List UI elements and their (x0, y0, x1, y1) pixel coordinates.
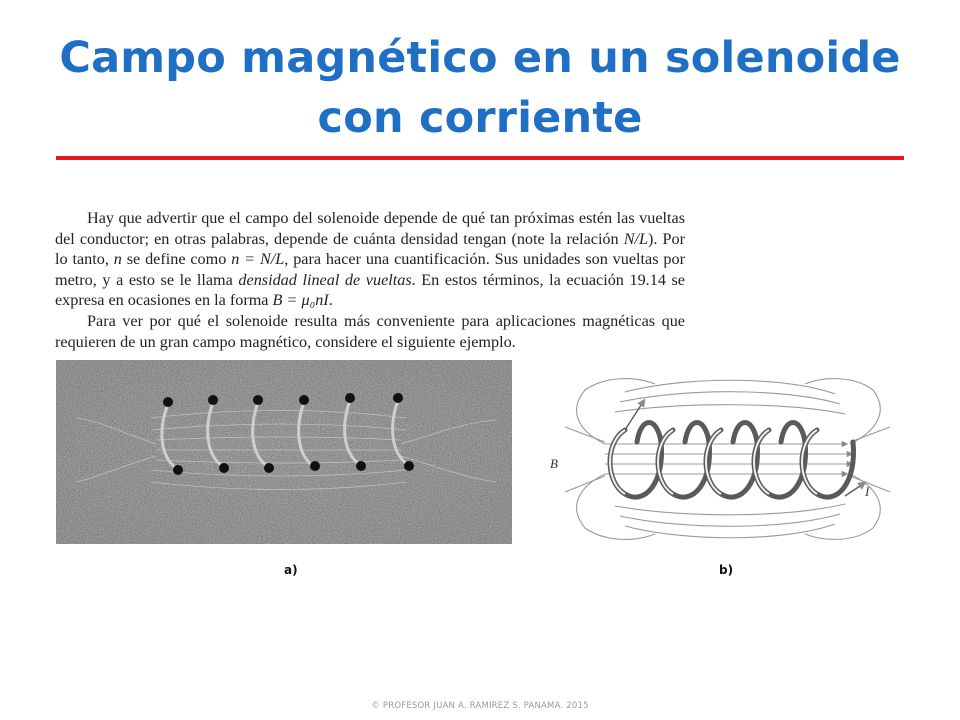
p1-segment-a: Hay que advertir que el campo del solenoide depende de qué tan próximas estén las vueltas del conductor; en otras palabras, depende de cuánta densidad tengan (note la relación (55, 209, 685, 248)
paragraph-density (55, 208, 685, 311)
p1-segment-f: . (328, 291, 333, 310)
figure-label-b: b) (719, 563, 734, 577)
p1-segment-d: , para hacer una cuantificación. Sus unidades son vueltas por metro, y a esto se le llama (55, 250, 685, 289)
p1-n: n (113, 250, 122, 269)
title-underline-divider (56, 156, 904, 160)
solenoid-field-diagram (545, 372, 910, 548)
label-B: B (550, 456, 558, 471)
field-lines (565, 379, 890, 540)
p1-term: densidad lineal de vueltas (238, 270, 412, 289)
textbook-excerpt (55, 208, 685, 352)
iron-filings-photo (56, 360, 512, 544)
p1-segment-e: . En estos términos, la ecuación 19.14 se expresa en ocasiones en la forma (55, 270, 685, 310)
p1-equation: n = N/L (231, 250, 285, 269)
p1-segment-c: se define como (121, 250, 232, 269)
solenoid-coil (610, 423, 854, 498)
slide-title (40, 28, 920, 148)
p1-segment-b: ). Por lo tanto, (55, 229, 685, 269)
copyright-footer: © PROFESOR JUAN A. RAMIREZ S. PANAMA. 2015 (371, 701, 589, 711)
p1-formula: B = μ₀nI (272, 291, 329, 310)
slide-title-line2: con corriente (317, 93, 643, 143)
slide-title-line1: Campo magnético en un solenoide (59, 33, 901, 83)
label-I: I (865, 484, 870, 499)
figure-label-a: a) (284, 563, 298, 577)
paragraph-example: Para ver por qué el solenoide resulta más conveniente para aplicaciones magnéticas que requieren de un gran campo magnético, considere el siguiente ejemplo. (55, 311, 685, 351)
p1-nl: N/L (623, 229, 648, 248)
